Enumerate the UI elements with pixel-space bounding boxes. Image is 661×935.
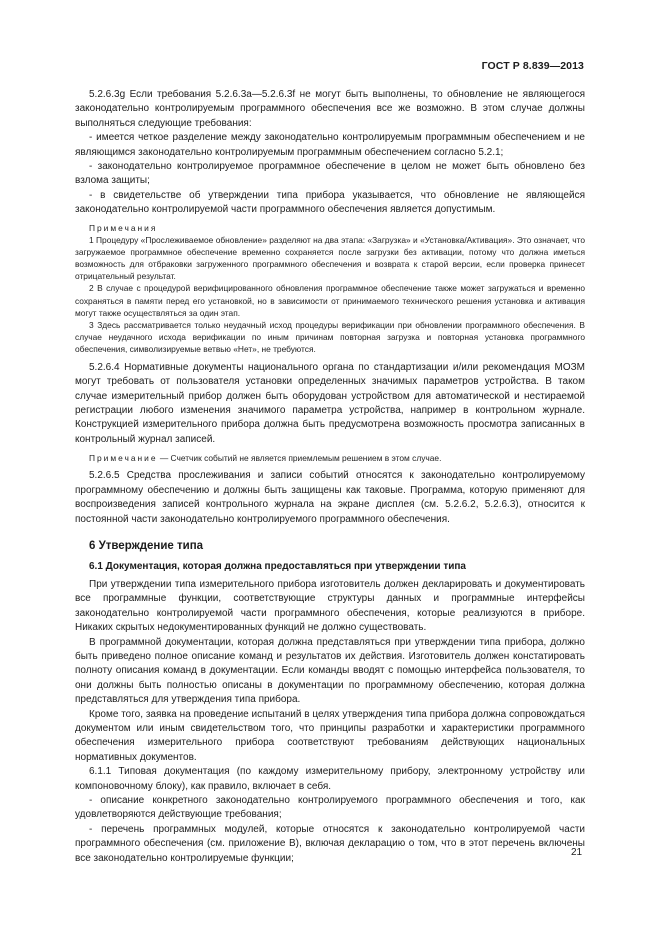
list-item: - в свидетельстве об утверждении типа прибора указывается, что обновление не являющейся законодательно контролируемой части программного обеспечения является допустимым.: [75, 189, 585, 216]
document-body: [75, 88, 585, 866]
list-item: - описание конкретного законодательно контролируемого программного обеспечения и того, как удовлетворяются действующие требования;: [75, 795, 585, 821]
note-dash: —: [159, 453, 169, 464]
note-text: Счетчик событий не является приемлемым решением в этом случае.: [170, 453, 442, 464]
note-item: 1 Процедуру «Прослеживаемое обновление» разделяют на два этапа: «Загрузка» и «Установка/Активация». Это означает, что загружаемое программное обеспечение временно сохраняется после загрузки без активации, потому что должна иметься возможность для отбраковки загруженного программного обеспечения и возврата к старой версии, если проверка принесет отрицательный результат.: [75, 234, 585, 282]
paragraph: Кроме того, заявка на проведение испытаний в целях утверждения типа прибора должна сопровождаться документом или иным свидетельством того, что принципы разработки и характеристики программного обеспечения измерительного прибора соответствуют требованиям действующих национальных нормативных документов.: [75, 708, 585, 763]
note-label: Примечание: [89, 453, 158, 464]
paragraph-5-2-6-5: 5.2.6.5 Средства прослеживания и записи событий относятся к законодательно контролируемому программному обеспечению и должны быть защищены как таковые. Программа, которую применяют для воспроизведения записей контрольного журнала на экране дисплея (см. 5.2.6.2, 5.2.6.3), относится к постоянной части законодательно контролируемого программного обеспечения.: [75, 470, 585, 525]
section-heading-6: 6 Утверждение типа: [89, 539, 204, 552]
note-item: 2 В случае с процедурой верифицированного обновления программное обеспечение также может загружаться и временно сохраняться в памяти перед его установкой, но в зависимости от принимаемого технического решения установка и активация могут также осуществляться за один этап.: [75, 283, 585, 318]
paragraph-5-2-6-3g: 5.2.6.3g Если требования 5.2.6.3a—5.2.6.3f не могут быть выполнены, то обновление не являющегося законодательно контролируемым программного обеспечения все же возможно. В этом случае должны выполняться следующие требования:: [75, 89, 585, 129]
notes-heading: Примечания: [89, 222, 158, 233]
subsection-heading-6-1: 6.1 Документация, которая должна предоставляться при утверждении типа: [89, 560, 466, 572]
document-header: ГОСТ Р 8.839—2013: [481, 60, 584, 72]
page-number: 21: [571, 847, 583, 858]
paragraph-5-2-6-4: 5.2.6.4 Нормативные документы национального органа по стандартизации и/или рекомендация МОЗМ могут требовать от пользователя установки определенных значимых параметров устройства. В таком случае измерительный прибор должен быть оборудован устройством для автоматической и нестираемой регистрации любого изменения значимого параметра устройства, например в контрольном журнале. Конструкцией измерительного прибора должна быть предусмотрена возможность просмотра записанных в контрольный журнал записей.: [75, 361, 585, 445]
paragraph: При утверждении типа измерительного прибора изготовитель должен декларировать и документировать все программные функции, соответствующие структуры данных и программные интерфейсы законодательно контролируемой части программного обеспечения, которые реализуются в приборе. Никаких скрытых недокументированных функций не должно существовать.: [75, 578, 585, 634]
paragraph-6-1-1: 6.1.1 Типовая документация (по каждому измерительному прибору, электронному устройству или компоновочному блоку), как правило, включает в себя.: [75, 766, 585, 792]
list-item: - законодательно контролируемое программное обеспечение в целом не может быть обновлено без взлома защиты;: [75, 161, 585, 187]
note-item: 3 Здесь рассматривается только неудачный исход процедуры верификации при обновлении программного обеспечения. В случае неудачного исхода верификации по иным причинам повторная загрузка и повторная установка программного обеспечения, символизируемые ветвью «Нет», не требуются.: [75, 320, 585, 355]
list-item: - перечень программных модулей, которые относятся к законодательно контролируемой части программного обеспечения (см. приложение В), включая декларацию о том, что в этот перечень включены все законодательно контролируемые функции;: [75, 823, 585, 864]
paragraph: В программной документации, которая должна представляться при утверждении типа прибора, должно быть приведено полное описание команд и результатов их действия. Изготовитель должен констатировать полноту описания команд в документации. Если команды вводят с помощью интерфейса пользователя, то они должны быть полностью описаны в документации по программному обеспечению, которая должна представляться для утверждения типа прибора.: [75, 636, 585, 706]
list-item: - имеется четкое разделение между законодательно контролируемым программным обеспечением и не являющимся законодательно контролируемым программным обеспечением согласно 5.2.1;: [75, 132, 585, 158]
single-note: [75, 452, 585, 464]
